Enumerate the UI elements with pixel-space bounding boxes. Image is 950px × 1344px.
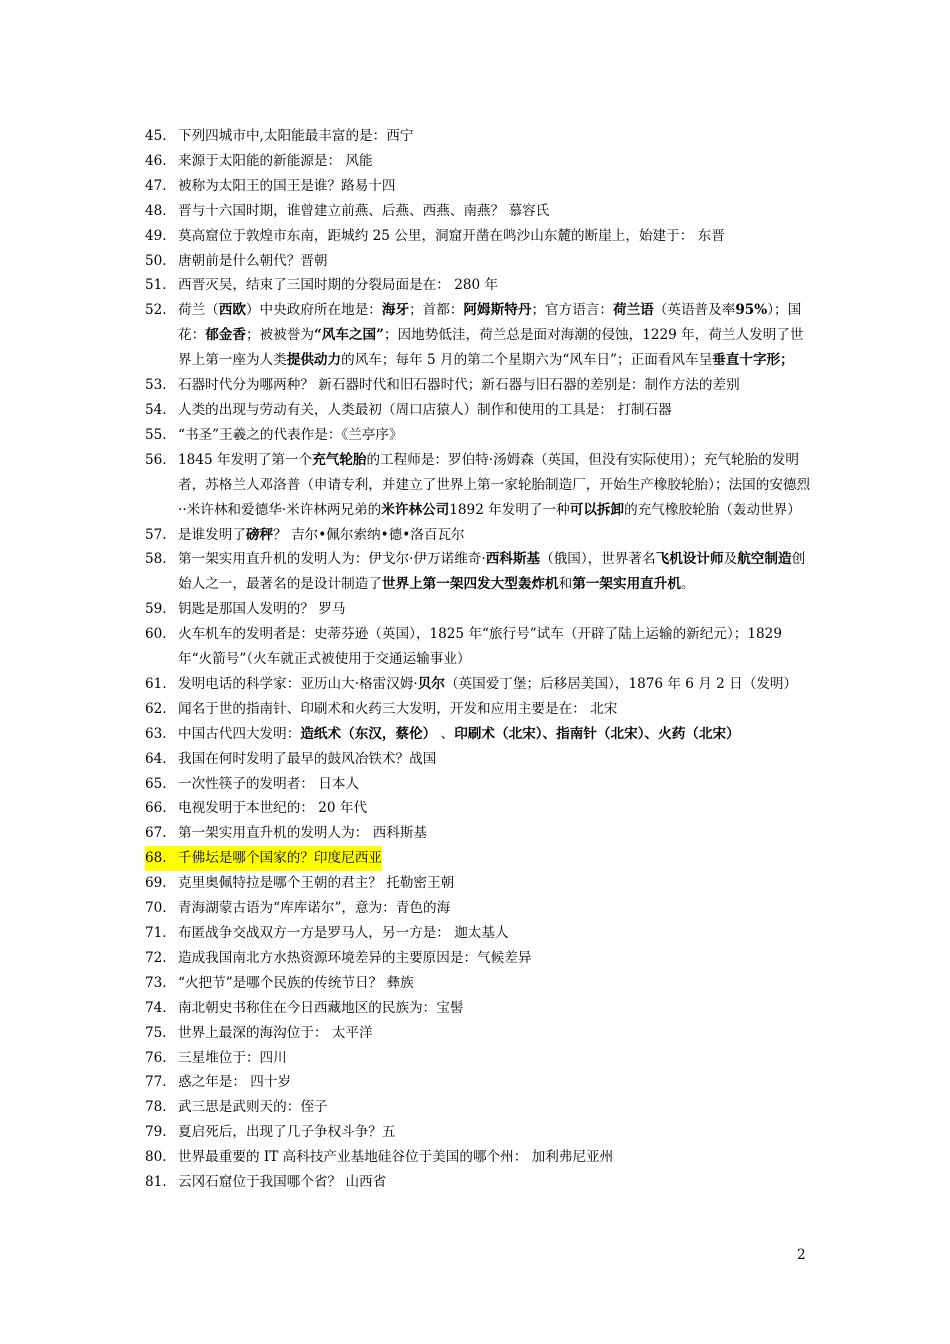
text-run: 造成我国南北方水热资源环境差异的主要原因是：气候差异: [178, 949, 532, 966]
bold-text: 米许林公司: [381, 501, 450, 518]
bold-text: 航空制造: [737, 551, 792, 568]
text-run: ；被被誉为: [245, 327, 314, 344]
list-item: [145, 224, 815, 249]
item-text: [178, 747, 815, 772]
item-text: [178, 1095, 815, 1120]
bold-text: “风车之国”: [313, 327, 384, 344]
list-item: [145, 672, 815, 697]
item-text: [178, 921, 815, 946]
item-number: 77.: [145, 1074, 167, 1091]
text-run: 、: [436, 725, 455, 742]
item-number: 46.: [145, 152, 167, 169]
item-text: [178, 273, 815, 298]
list-item: [145, 1046, 815, 1071]
item-number: 56.: [145, 451, 167, 468]
item-number: 48.: [145, 202, 167, 219]
item-text: [178, 971, 815, 996]
item-number: 51.: [145, 277, 167, 294]
item-number: 66.: [145, 800, 167, 817]
item-number: 73.: [145, 974, 167, 991]
text-run: 电视发明于本世纪的： 20 年代: [178, 800, 368, 817]
item-text: [178, 373, 815, 398]
text-run: 唐朝前是什么朝代？晋朝: [178, 252, 328, 269]
text-run: 人类的出现与劳动有关，人类最初（周口店猿人）制作和使用的工具是： 打制石器: [178, 401, 672, 418]
text-run: 的工程师是：罗伯特·汤姆森（英国，但没有实际使用）；充气轮胎的发明者，苏格兰人邓洛普（申请专利，并建立了世界上第一家轮胎制造厂，开始生产橡胶轮胎）；法国的安德烈··米许林和爱德华·米许林两兄弟的: [178, 451, 811, 518]
item-text: [178, 423, 815, 448]
list-item: [145, 373, 815, 398]
text-run: 下列四城市中,太阳能最丰富的是：西宁: [178, 128, 414, 144]
list-item: [145, 896, 815, 921]
text-run: （俄国），世界著名: [540, 551, 656, 568]
item-text: [178, 896, 815, 921]
text-run: 的风车；每年 5 月的第二个星期六为“风车日”；正面看风车呈: [341, 352, 713, 369]
bold-text: 西科斯基: [485, 551, 541, 568]
text-run: 惑之年是： 四十岁: [178, 1074, 292, 1091]
text-run: 和: [558, 576, 573, 593]
item-number: 57.: [145, 526, 167, 543]
item-number: 52.: [145, 302, 167, 319]
item-number: 67.: [145, 825, 167, 842]
text-run: 闻名于世的指南针、印刷术和火药三大发明，开发和应用主要是在： 北宋: [178, 700, 618, 717]
item-text: [178, 796, 815, 821]
list-item: [145, 996, 815, 1021]
list-item: [145, 298, 815, 373]
item-text: [178, 149, 815, 174]
item-number: 63.: [145, 725, 167, 742]
list-item: [145, 1021, 815, 1046]
item-number: 68.: [145, 846, 178, 871]
list-item: [145, 597, 815, 622]
text-run: 晋与十六国时期，谁曾建立前燕、后燕、西燕、南燕？ 慕容氏: [178, 202, 550, 219]
item-text: [178, 597, 815, 622]
text-run: 青海湖蒙古语为“库库诺尔”，意为：青色的海: [178, 900, 451, 917]
item-number: 69.: [145, 875, 167, 892]
item-text: [178, 199, 815, 224]
text-run: 中国古代四大发明：: [178, 725, 301, 742]
item-number: 71.: [145, 925, 167, 941]
item-number: 81.: [145, 1174, 167, 1191]
item-number: 61.: [145, 675, 167, 692]
item-number: 64.: [145, 750, 167, 767]
page-number: 2: [797, 1247, 806, 1263]
text-run: 一次性筷子的发明者： 日本人: [178, 775, 360, 792]
bold-text: 可以拆卸: [569, 501, 625, 518]
text-run: 布匿战争交战双方一方是罗马人，另一方是： 迦太基人: [178, 925, 509, 941]
text-run: 。: [680, 576, 695, 593]
text-run: 云冈石窟位于我国哪个省？ 山西省: [178, 1174, 387, 1191]
item-text: [178, 1170, 815, 1195]
item-number: 74.: [145, 999, 167, 1016]
text-run: ；因地势低洼，荷兰总是面对海潮的侵蚀，1229 年，荷兰人发明了世界上第一座为人类: [178, 327, 804, 369]
list-item: [145, 523, 815, 548]
list-item: [145, 423, 815, 448]
bold-text: 提供动力: [286, 352, 342, 369]
text-run: 1845 年发明了第一个: [178, 451, 313, 468]
item-text: [178, 298, 815, 373]
list-item: [145, 622, 815, 672]
bold-text: 世界上第一架四发大型轰炸机: [381, 576, 559, 593]
list-item: [145, 697, 815, 722]
item-number: 75.: [145, 1024, 167, 1041]
item-text: [178, 1046, 815, 1071]
list-item: [145, 772, 815, 797]
item-number: 78.: [145, 1099, 167, 1116]
item-number: 60.: [145, 626, 167, 643]
text-run: 荷兰（: [178, 302, 219, 319]
text-run: 火车机车的发明者是：史蒂芬逊（英国），1825 年“旅行号”试车（开辟了陆上运输的新纪元）；1829 年“火箭号”（火车就正式被使用于交通运输事业）: [178, 626, 782, 668]
text-run: （英国爱丁堡；后移居美国），1876 年 6 月 2 日（发明）: [444, 675, 798, 692]
bold-text: 第一架实用直升机: [572, 576, 681, 593]
list-item: [145, 1070, 815, 1095]
text-run: 创始人之一，最著名的是设计制造了: [178, 551, 806, 593]
item-number: 55.: [145, 426, 167, 443]
text-run: 发明电话的科学家：亚历山大·格雷汉姆·: [178, 675, 418, 692]
text-run: 1892 年发明了一种: [449, 501, 570, 518]
text-run: 钥匙是那国人发明的？ 罗马: [178, 601, 346, 618]
list-item: [145, 448, 815, 523]
text-run: 武三思是武则天的：侄子: [178, 1099, 328, 1116]
item-number: 70.: [145, 900, 167, 917]
list-item: [145, 846, 815, 871]
list-item: [145, 747, 815, 772]
text-run: 三星堆位于：四川: [178, 1049, 287, 1066]
list-item: [145, 1145, 815, 1170]
item-number: 53.: [145, 377, 167, 394]
list-item: [145, 547, 815, 597]
list-item: [145, 1170, 815, 1195]
list-item: [145, 871, 815, 896]
bold-text: 贝尔: [417, 675, 445, 692]
item-text: [178, 398, 815, 423]
bold-text: 造纸术（东汉，蔡伦）: [300, 725, 437, 742]
text-run: （英语普及率: [653, 302, 736, 319]
text-run: 千佛坛是哪个国家的？印度尼西亚: [178, 850, 382, 867]
list-item: [145, 821, 815, 846]
text-run: 被称为太阳王的国王是谁？路易十四: [178, 177, 396, 194]
text-run: 克里奥佩特拉是哪个王朝的君主？ 托勒密王朝: [178, 875, 455, 892]
list-item: [145, 946, 815, 971]
text-run: 莫高窟位于敦煌市东南，距城约 25 公里，洞窟开凿在鸣沙山东麓的断崖上，始建于： 东晋: [178, 227, 725, 244]
item-text: [178, 622, 815, 672]
list-item: [145, 722, 815, 747]
list-item: [145, 921, 815, 946]
text-run: ）；国花：: [178, 302, 802, 344]
item-number: 79.: [145, 1124, 167, 1141]
item-text: [178, 946, 815, 971]
text-run: ；官方语言：: [531, 302, 613, 319]
item-text: [178, 697, 815, 722]
text-run: ）中央政府所在地是：: [245, 302, 382, 319]
text-run: 石器时代分为哪两种？ 新石器时代和旧石器时代；新石器与旧石器的差别是：制作方法的差别: [178, 377, 740, 394]
bold-text: 阿姆斯特丹: [463, 302, 532, 319]
list-item: [145, 149, 815, 174]
text-run: 世界上最深的海沟位于： 太平洋: [178, 1024, 373, 1041]
list-item: [145, 796, 815, 821]
item-number: 47.: [145, 177, 167, 194]
text-run: ；首都：: [409, 302, 464, 319]
text-run: 是谁发明了: [178, 526, 246, 543]
text-run: 第一架实用直升机的发明人为：伊戈尔·伊万诺维奇·: [178, 551, 486, 568]
item-text: [178, 772, 815, 797]
bold-text: 郁金香: [205, 327, 246, 344]
list-item: [145, 971, 815, 996]
text-run: “火把节”是哪个民族的传统节日？ 彝族: [178, 974, 414, 991]
text-run: “书圣”王羲之的代表作是：《兰亭序》: [178, 426, 403, 443]
bold-text: 印刷术（北宋）、指南针（北宋）、火药（北宋）: [454, 725, 740, 742]
list-item: [145, 249, 815, 274]
item-text: [178, 1021, 815, 1046]
item-number: 50.: [145, 252, 167, 269]
list-item: [145, 199, 815, 224]
bold-text: 荷兰语: [613, 302, 654, 319]
item-text: [178, 1120, 815, 1145]
item-text: [178, 722, 815, 747]
item-text: [178, 448, 815, 523]
item-text: [178, 224, 815, 249]
list-item: [145, 174, 815, 199]
item-text: [178, 523, 815, 548]
bold-text: 垂直十字形；: [712, 352, 794, 369]
bold-text: 磅秤: [245, 526, 274, 543]
item-text: [178, 249, 815, 274]
bold-text: 海牙: [381, 302, 410, 319]
text-run: 世界最重要的 IT 高科技产业基地硅谷位于美国的哪个州： 加利弗尼亚州: [178, 1149, 614, 1166]
bold-text: 充气轮胎: [312, 451, 367, 468]
item-number: 59.: [145, 601, 167, 618]
list-item: [145, 1120, 815, 1145]
text-run: 我国在何时发明了最早的鼓风冶铁术？战国: [178, 750, 437, 767]
item-text: [178, 124, 815, 149]
item-text: [178, 821, 815, 846]
list-item: [145, 398, 815, 423]
text-run: 西晋灭吴，结束了三国时期的分裂局面是在： 280 年: [178, 277, 499, 294]
text-run: 及: [723, 551, 738, 568]
item-text: [178, 846, 382, 871]
question-answer-list: [145, 124, 815, 1195]
item-text: [178, 996, 815, 1021]
list-item: [145, 273, 815, 298]
text-run: 第一架实用直升机的发明人为： 西科斯基: [178, 825, 428, 842]
highlighted-line: [145, 846, 382, 871]
item-number: 58.: [145, 551, 167, 568]
item-text: [178, 1070, 815, 1095]
item-text: [178, 672, 815, 697]
item-number: 65.: [145, 775, 167, 792]
item-number: 72.: [145, 949, 167, 966]
text-run: 夏启死后，出现了几子争权斗争？五: [178, 1124, 396, 1141]
list-item: [145, 1095, 815, 1120]
bold-text: 飞机设计师: [655, 551, 724, 568]
item-number: 62.: [145, 700, 167, 717]
text-run: ？ 吉尔•佩尔索纳•德•洛百瓦尔: [273, 526, 465, 543]
item-text: [178, 174, 815, 199]
text-run: 的充气橡胶轮胎（轰动世界）: [624, 501, 801, 518]
item-number: 49.: [145, 227, 167, 244]
bold-text: 西欧: [218, 302, 246, 319]
bold-text: 95%: [735, 302, 768, 319]
item-text: [178, 547, 815, 597]
list-item: [145, 124, 815, 149]
text-run: 来源于太阳能的新能源是： 风能: [178, 152, 373, 169]
item-number: 54.: [145, 401, 167, 418]
item-number: 80.: [145, 1149, 167, 1166]
item-number: 45.: [145, 128, 167, 144]
item-number: 76.: [145, 1049, 167, 1066]
item-text: [178, 1145, 815, 1170]
text-run: 南北朝史书称住在今日西藏地区的民族为：宝髻: [178, 999, 464, 1016]
item-text: [178, 871, 815, 896]
